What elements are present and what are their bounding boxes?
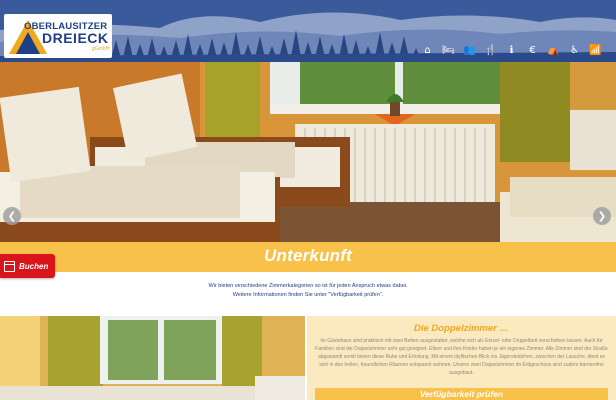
room-info-box: [307, 316, 616, 400]
slider-prev-button[interactable]: ❮: [3, 207, 21, 225]
intro-line-2: Weitere Informationen finden Sie unter "Verfügbarkeit prüfen".: [232, 292, 384, 298]
slider-next-button[interactable]: ❯: [593, 207, 611, 225]
info-icon[interactable]: ℹ: [509, 44, 514, 56]
bed-icon[interactable]: 🛏: [442, 44, 455, 56]
logo-line-1: OBERLAUSITZER: [24, 21, 108, 32]
wifi-icon[interactable]: 📶: [589, 44, 602, 56]
hero-slider: [0, 62, 616, 242]
title-band: [0, 242, 616, 272]
book-button[interactable]: [0, 254, 55, 278]
logo-line-2: DREIECK: [42, 30, 109, 46]
hero-room-image: [0, 62, 616, 242]
intro-text: [0, 282, 616, 300]
room-image: [0, 316, 305, 400]
room-description: Im Gästehaus sind praktisch mit zwei Betten ausgestattet, welche sich als Einzel- oder Doppelbett verschieben lassen. Auch für Familien sind die Doppelzimmer sehr gut geeignet. Eltern und ihre Kinder haben je ein eigenes Zimmer. Alle Zimmer sind der Straße abgewandt somit bieten diese Ruhe und Erholung. Mit einem idyllischen Blick ins Jägersteldchen, zwischen der Lausche, dient es sich in den hellen, freundlichen Räumen entspannt wohnen. Unsere zwei Doppelzimmer im Erdgeschoss sind zudem barrierefrei ausgebaut.: [315, 338, 608, 376]
room-photo: [0, 316, 305, 400]
euro-icon[interactable]: €: [529, 44, 536, 56]
check-availability-button[interactable]: Verfügbarkeit prüfen: [315, 388, 608, 400]
tent-icon[interactable]: ⛺: [547, 44, 560, 56]
site-logo[interactable]: [4, 14, 112, 58]
home-icon[interactable]: ⌂: [424, 44, 431, 56]
book-button-label: Buchen: [19, 261, 49, 271]
logo-line-3: gGmbH: [92, 46, 110, 52]
site-header: [0, 0, 616, 62]
calendar-icon: [4, 261, 15, 272]
main-nav: [417, 42, 606, 58]
room-title: Die Doppelzimmer …: [413, 323, 510, 334]
wheelchair-icon[interactable]: ♿: [570, 44, 579, 56]
page-title: Unterkunft: [264, 246, 352, 265]
intro-line-1: Wir bieten verschiedene Zimmerkategorien so ist für jeden Anspruch etwas dabei.: [208, 283, 408, 289]
restaurant-icon[interactable]: 🍴: [484, 44, 497, 56]
people-icon[interactable]: 👥: [463, 44, 476, 56]
